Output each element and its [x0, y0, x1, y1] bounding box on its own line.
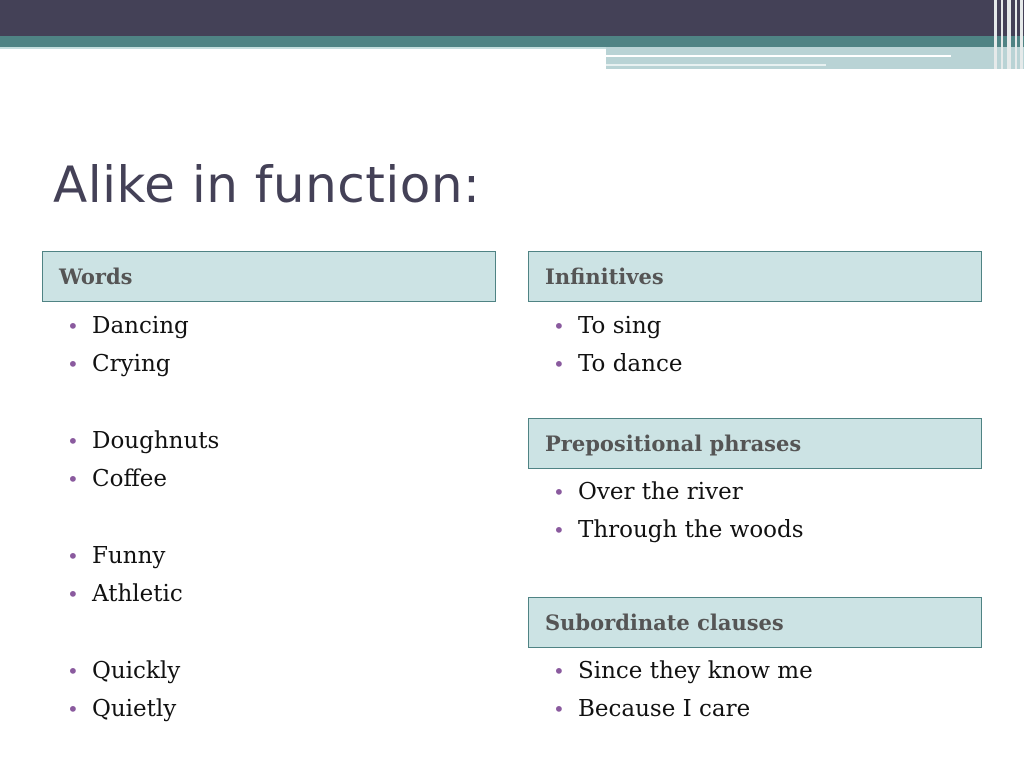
bullet-icon: • — [67, 659, 79, 683]
bullet-icon: • — [553, 518, 565, 542]
infinitives-header: Infinitives — [528, 251, 982, 302]
bullet-icon: • — [67, 429, 79, 453]
bullet-icon: • — [553, 480, 565, 504]
slide-title: Alike in function: — [53, 156, 481, 214]
top-banner-light-line — [0, 47, 606, 49]
subordinate-header: Subordinate clauses — [528, 597, 982, 648]
bullet-icon: • — [67, 314, 79, 338]
prepositional-header: Prepositional phrases — [528, 418, 982, 469]
bullet-icon: • — [553, 697, 565, 721]
bullet-icon: • — [67, 467, 79, 491]
bullet-icon: • — [553, 314, 565, 338]
top-banner-teal — [0, 36, 1024, 47]
top-banner-accent-line — [606, 64, 826, 66]
top-banner-dark — [0, 0, 1024, 36]
bullet-icon: • — [67, 544, 79, 568]
bullet-icon: • — [67, 582, 79, 606]
bullet-icon: • — [67, 697, 79, 721]
words-header: Words — [42, 251, 496, 302]
bullet-icon: • — [553, 659, 565, 683]
top-banner-accent-line — [606, 55, 951, 57]
bullet-icon: • — [67, 352, 79, 376]
bullet-icon: • — [553, 352, 565, 376]
top-banner-stripes — [992, 0, 1024, 69]
